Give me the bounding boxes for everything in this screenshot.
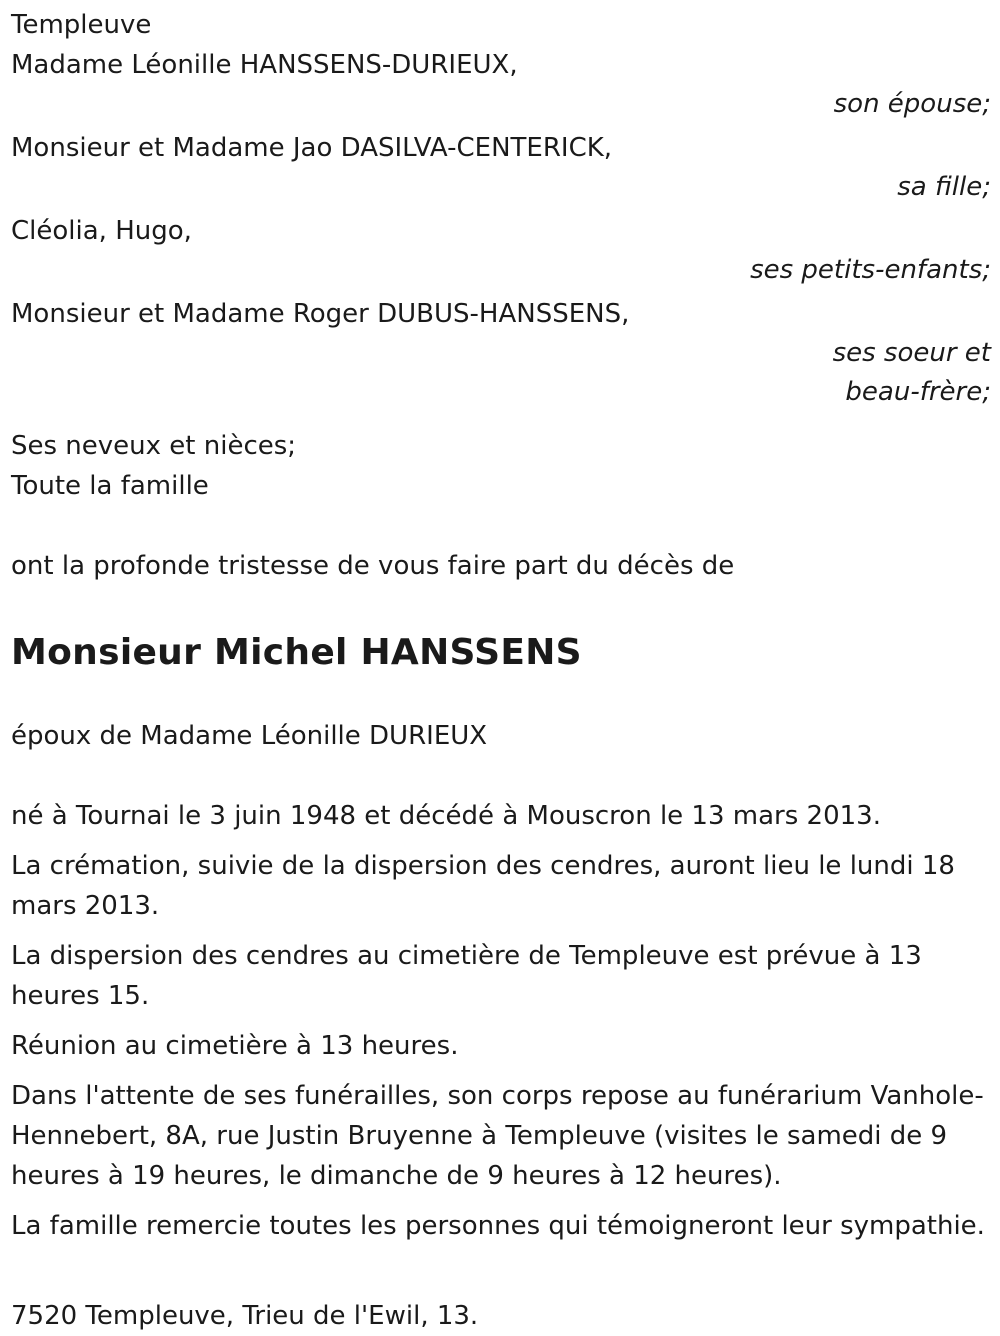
- family-member-relation: sa fille;: [897, 172, 991, 202]
- family-member-daughter: [11, 128, 991, 207]
- obituary-document: [11, 5, 991, 1336]
- family-member-spouse: [11, 45, 991, 124]
- dispersion-paragraph: La dispersion des cendres au cimetière de Templeuve est prévue à 13 heures 15.: [11, 941, 922, 1011]
- family-member-name: Cléolia, Hugo,: [11, 216, 192, 246]
- family-member-grandchildren: [11, 211, 991, 290]
- funeral-home-paragraph: Dans l'attente de ses funérailles, son corps repose au funérarium Vanhole-Hennebert, 8A, rue Justin Bruyenne à Templeuve (visites le samedi de 9 heures à 19 heures, le dimanche de 9 heures à 12 heures).: [11, 1081, 984, 1191]
- whole-family-line: Toute la famille: [11, 471, 209, 501]
- family-member-relation-line1: ses soeur et: [832, 338, 991, 368]
- cremation-paragraph: La crémation, suivie de la dispersion des cendres, auront lieu le lundi 18 mars 2013.: [11, 851, 955, 921]
- birth-death-paragraph: né à Tournai le 3 juin 1948 et décédé à Mouscron le 13 mars 2013.: [11, 801, 881, 831]
- meeting-paragraph: Réunion au cimetière à 13 heures.: [11, 1031, 459, 1061]
- family-member-relation: ses petits-enfants;: [750, 255, 991, 285]
- announcement-line: ont la profonde tristesse de vous faire part du décès de: [11, 551, 735, 581]
- nephews-line: Ses neveux et nièces;: [11, 431, 297, 461]
- family-member-name: Madame Léonille HANSSENS-DURIEUX,: [11, 50, 518, 80]
- family-member-name: Monsieur et Madame Roger DUBUS-HANSSENS,: [11, 299, 630, 329]
- family-member-relation: son épouse;: [833, 89, 991, 119]
- family-member-name: Monsieur et Madame Jao DASILVA-CENTERICK,: [11, 133, 613, 163]
- thanks-paragraph: La famille remercie toutes les personnes qui témoigneront leur sympathie.: [11, 1211, 985, 1241]
- deceased-name: Monsieur Michel HANSSENS: [11, 632, 582, 673]
- spouse-line: époux de Madame Léonille DURIEUX: [11, 721, 488, 751]
- family-member-sister: [11, 294, 991, 412]
- locality-heading: Templeuve: [11, 10, 152, 40]
- address-line: 7520 Templeuve, Trieu de l'Ewil, 13.: [11, 1301, 479, 1331]
- family-member-relation-line2: beau-frère;: [845, 377, 991, 407]
